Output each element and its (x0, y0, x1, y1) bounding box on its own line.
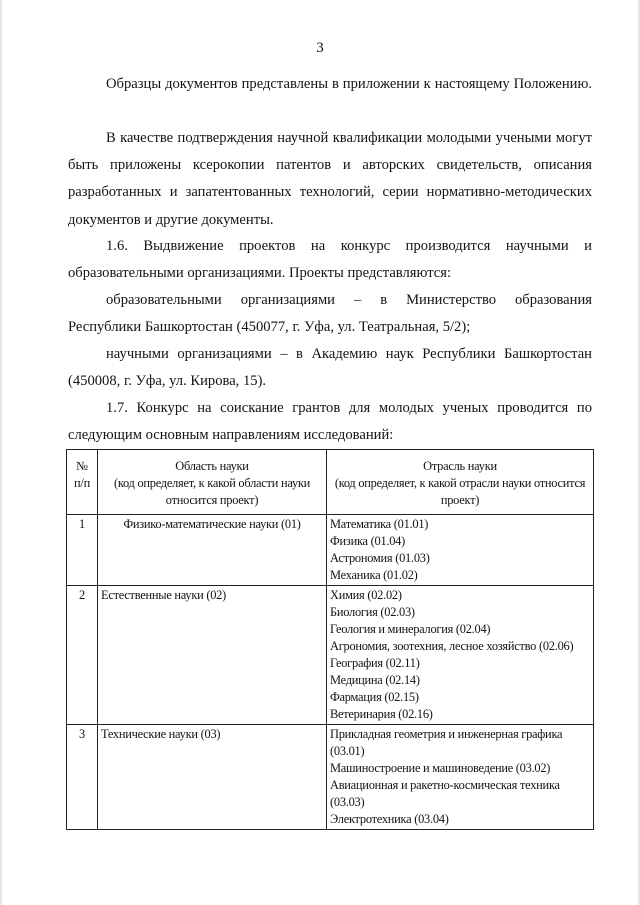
branch-item: Геология и минералогия (02.04) (330, 622, 491, 636)
row-branches (327, 586, 594, 725)
header-number: № п/п (67, 450, 98, 515)
branch-item: Математика (01.01) (330, 517, 429, 531)
branch-item: География (02.11) (330, 656, 420, 670)
branch-item: Агрономия, зоотехния, лесное хозяйство (02.06) (330, 639, 574, 653)
branch-item: Электротехника (03.04) (330, 812, 449, 826)
paragraph-science-orgs: научными организациями – в Академию наук Республики Башкортостан (450008, г. Уфа, ул. Кирова, 15). (68, 346, 592, 390)
table-row (67, 515, 594, 586)
row-branches (327, 515, 594, 586)
table-row (67, 725, 594, 830)
branch-item: Фармация (02.15) (330, 690, 419, 704)
paragraph-education-orgs: образовательными организациями – в Министерство образования Республики Башкортостан (450077, г. Уфа, ул. Театральная, 5/2); (68, 292, 592, 336)
row-number: 3 (67, 725, 98, 830)
page-number: 3 (316, 40, 324, 56)
row-number: 2 (67, 586, 98, 725)
paragraph-1-7: 1.7. Конкурс на соискание грантов для молодых ученых проводится по следующим основным направлениям исследований: (68, 400, 592, 444)
branch-item: Медицина (02.14) (330, 673, 420, 687)
scan-edge-left (0, 0, 2, 905)
header-branch: Отрасль науки (код определяет, к какой отрасли науки относится проект) (327, 450, 594, 515)
branch-item: Физика (01.04) (330, 534, 406, 548)
branch-item: Машиностроение и машиноведение (03.02) (330, 761, 551, 775)
branch-item: Механика (01.02) (330, 568, 418, 582)
row-field: Физико-математические науки (01) (98, 515, 327, 586)
row-field: Естественные науки (02) (98, 586, 327, 725)
branch-item: Астрономия (01.03) (330, 551, 430, 565)
research-directions-table (66, 449, 594, 830)
table-header-row (67, 450, 594, 515)
branch-item: Авиационная и ракетно-космическая техника (03.03) (330, 778, 560, 809)
table-row (67, 586, 594, 725)
header-field: Область науки (код определяет, к какой области науки относится проект) (98, 450, 327, 515)
branch-item: Биология (02.03) (330, 605, 415, 619)
paragraph-qualification: В качестве подтверждения научной квалификации молодыми учеными могут быть приложены ксерокопии патентов и авторских свидетельств, описания разработанных и запатентованных технологий, серии нормативно-методических документов и другие документы. (68, 130, 592, 228)
branch-item: Прикладная геометрия и инженерная графика (03.01) (330, 727, 563, 758)
paragraph-samples: Образцы документов представлены в приложении к настоящему Положению. (106, 76, 592, 92)
row-field: Технические науки (03) (98, 725, 327, 830)
branch-item: Ветеринария (02.16) (330, 707, 433, 721)
row-number: 1 (67, 515, 98, 586)
row-branches (327, 725, 594, 830)
paragraph-1-6: 1.6. Выдвижение проектов на конкурс производится научными и образовательными организациями. Проекты представляются: (68, 238, 592, 282)
branch-item: Химия (02.02) (330, 588, 402, 602)
